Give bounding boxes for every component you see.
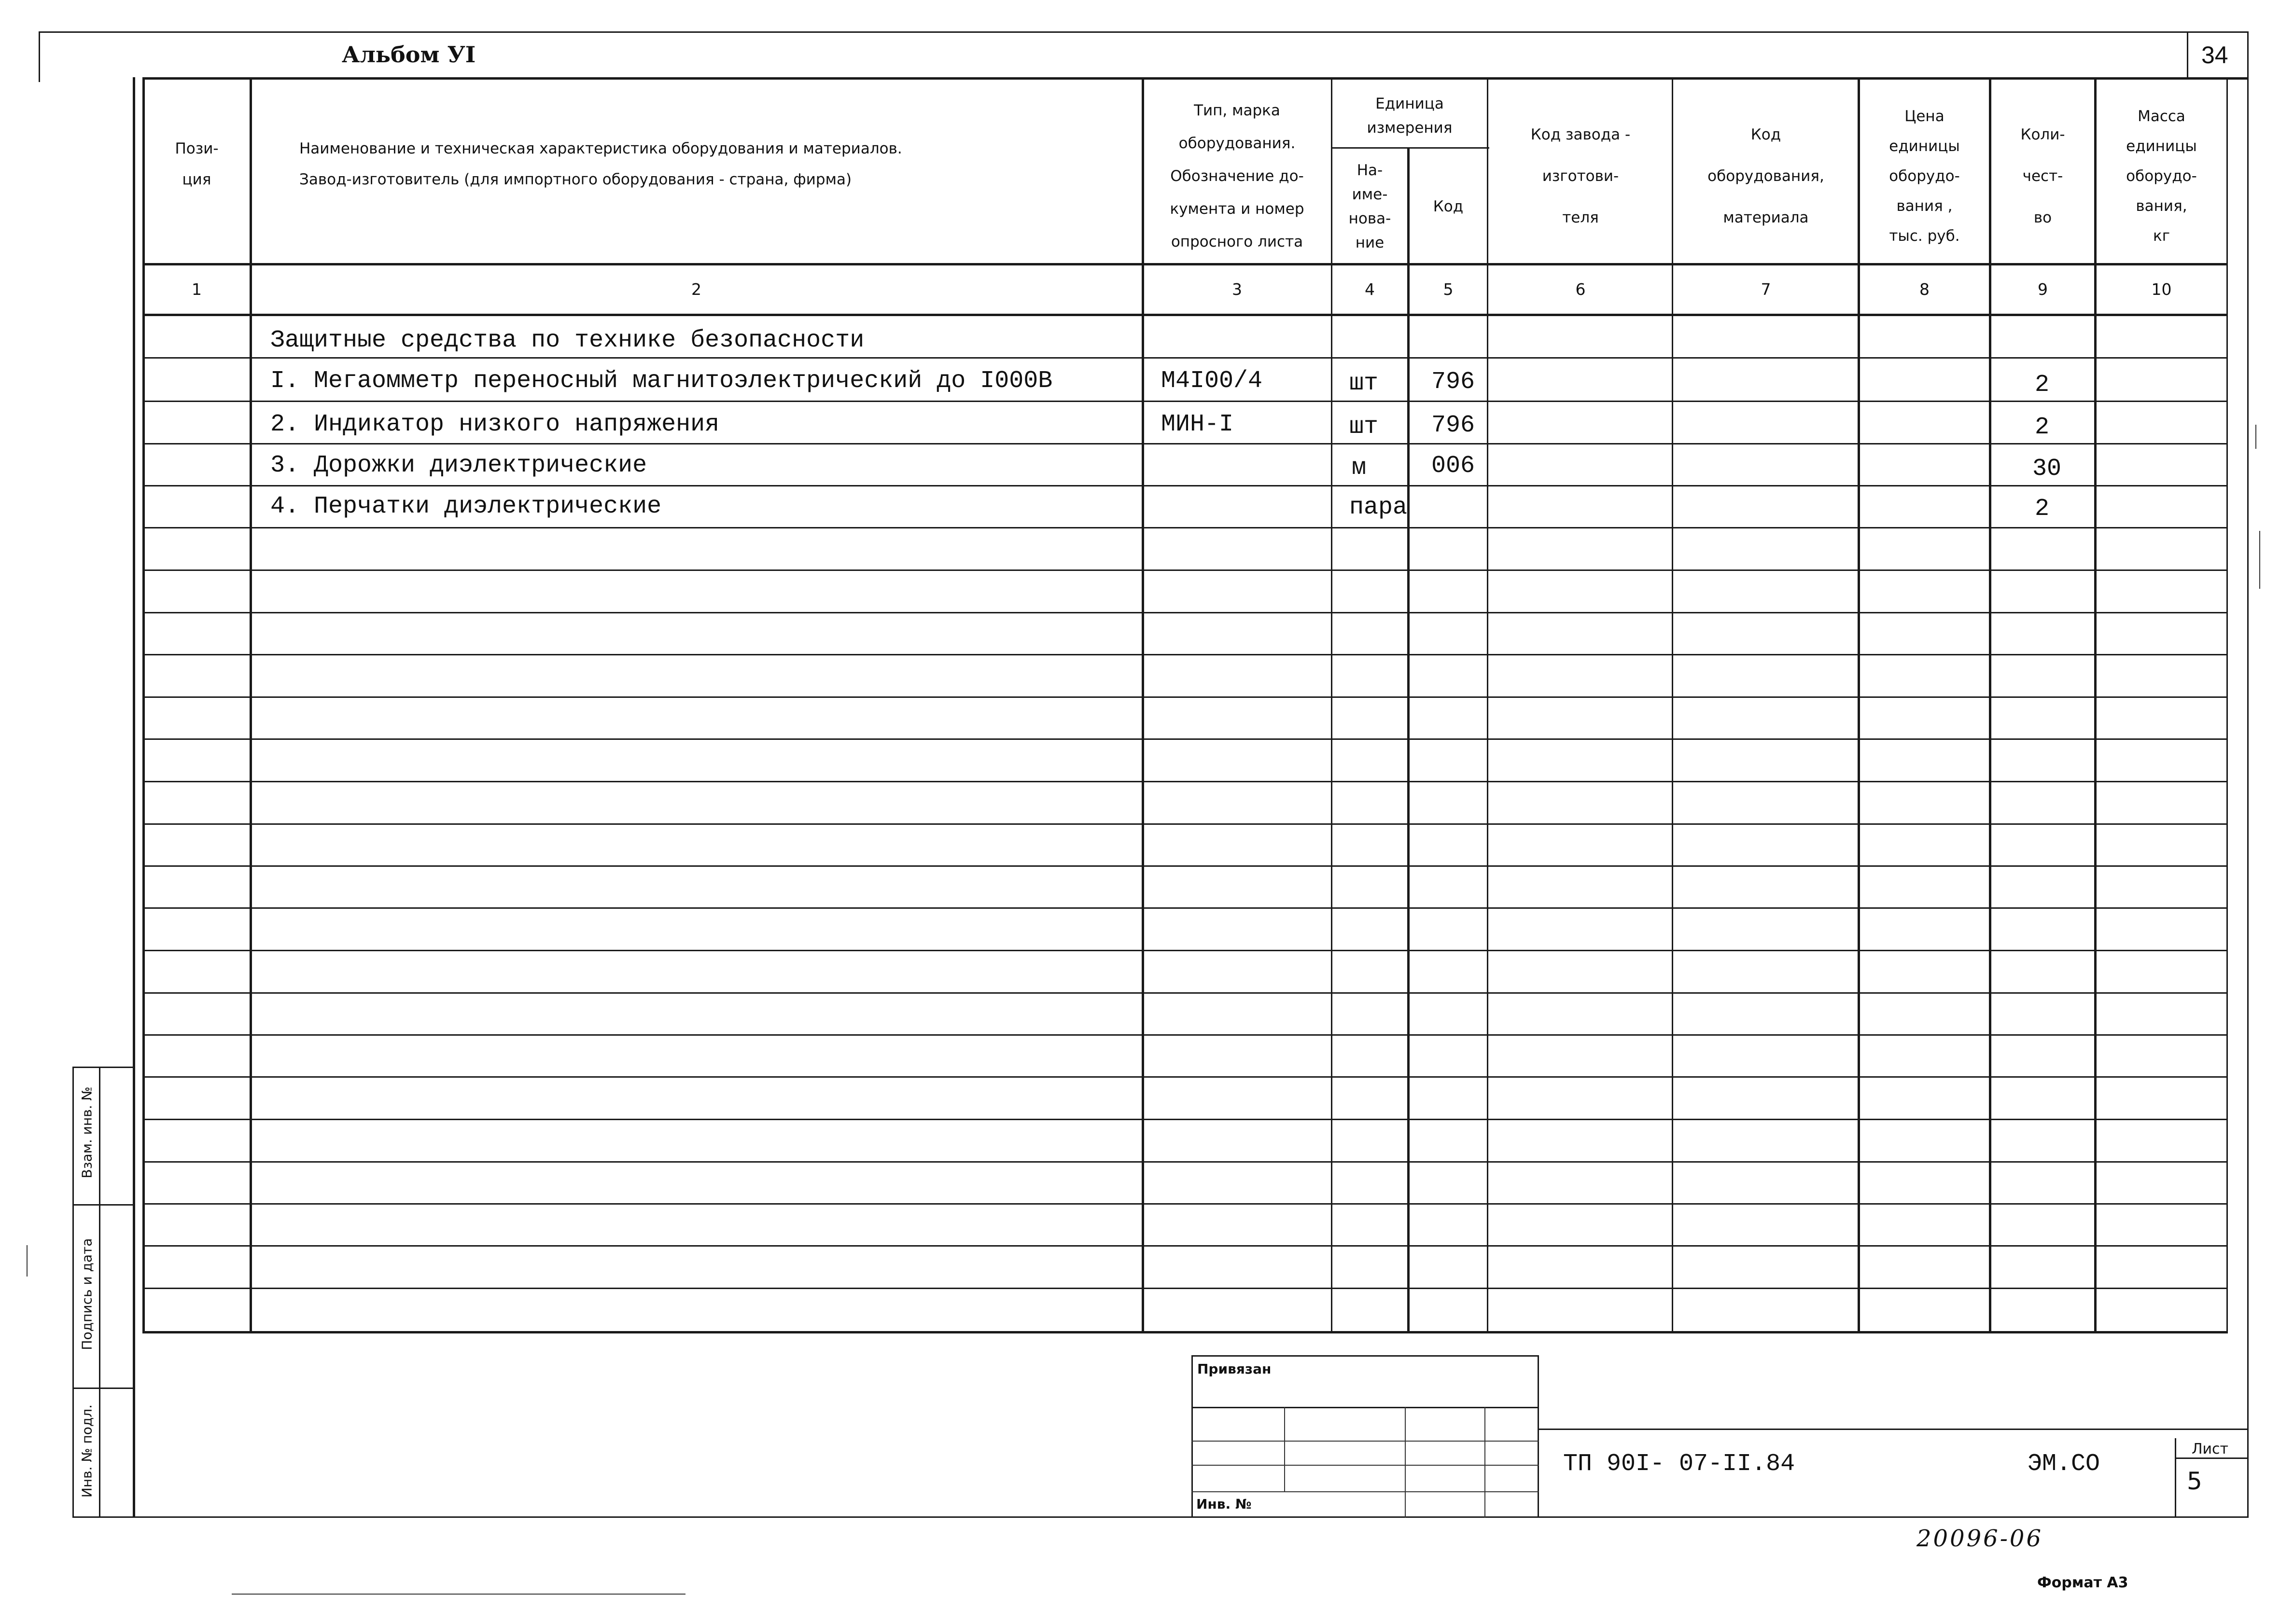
bottom-rule <box>232 1594 685 1595</box>
document-mark: ЭМ.СО <box>2028 1450 2100 1478</box>
row-type: М4I00/4 <box>1161 367 1263 395</box>
col-header-factory-code: Код завода - изготови- теля <box>1530 126 1631 226</box>
col-header-name: Наименование и техническая характеристика оборудования и материалов. Завод-изготовитель (для импортного оборудования - страна, фирма) <box>299 140 902 188</box>
page-number-divider <box>2187 31 2188 80</box>
col-number: 10 <box>2151 279 2172 299</box>
col-header-unit-code: Код <box>1433 197 1464 215</box>
col-number: 4 <box>1365 279 1375 299</box>
col-number: 8 <box>1919 279 1930 299</box>
row-unit: м <box>1352 454 1367 482</box>
col-header-position: Пози- ция <box>175 140 219 188</box>
row-quantity: 30 <box>2032 455 2062 483</box>
col-header-unit-group: Единица измерения <box>1367 95 1453 137</box>
margin-tick <box>2259 531 2260 589</box>
row-name: 2. Индикатор низкого напряжения <box>270 411 720 438</box>
row-unit: шт <box>1349 370 1379 397</box>
row-unit: пара <box>1349 494 1408 521</box>
page-number: 34 <box>2201 42 2228 69</box>
album-title: Альбом УI <box>342 42 476 68</box>
row-name: Защитные средства по технике безопасности <box>270 327 865 354</box>
sheet-label: Лист <box>2192 1441 2229 1457</box>
side-label-podpis: Подпись и дата <box>79 1238 95 1350</box>
row-unit: шт <box>1349 413 1379 441</box>
col-number: 1 <box>192 279 202 299</box>
col-header-price: Цена единицы оборудо- вания , тыс. руб. <box>1889 108 1960 245</box>
row-code: 796 <box>1431 368 1475 396</box>
margin-tick <box>2255 425 2256 449</box>
col-header-equipment-code: Код оборудования, материала <box>1707 126 1824 226</box>
row-quantity: 2 <box>2035 371 2050 399</box>
row-type: МИН-I <box>1161 411 1234 438</box>
col-header-type: Тип, марка оборудования. Обозначение до- кумента и номер опросного листа <box>1170 102 1304 250</box>
row-quantity: 2 <box>2035 495 2050 523</box>
row-code: 006 <box>1431 452 1475 480</box>
handwritten-number: 20096-06 <box>1916 1525 2043 1552</box>
row-name: 4. Перчатки диэлектрические <box>270 493 662 520</box>
side-label-vzam: Взам. инв. № <box>79 1086 95 1179</box>
document-code: ТП 90I- 07-II.84 <box>1563 1450 1795 1478</box>
margin-tick <box>27 1245 28 1277</box>
col-header-quantity: Коли- чест- во <box>2020 126 2065 226</box>
sheet-value: 5 <box>2187 1467 2202 1495</box>
col-number: 2 <box>691 279 701 299</box>
inv-no-label: Инв. № <box>1196 1496 1252 1512</box>
col-header-mass: Масса единицы оборудо- вания, кг <box>2126 108 2197 245</box>
row-name: I. Мегаомметр переносный магнитоэлектрический до I000В <box>270 367 1053 395</box>
row-name: 3. Дорожки диэлектрические <box>270 452 647 479</box>
col-number: 9 <box>2038 279 2048 299</box>
col-number: 5 <box>1443 279 1454 299</box>
format-label: Формат А3 <box>2037 1574 2128 1591</box>
row-quantity: 2 <box>2035 414 2050 441</box>
row-code: 796 <box>1431 412 1475 439</box>
col-header-unit-name: На- име- нова- ние <box>1348 161 1391 251</box>
privyazan-label: Привязан <box>1197 1361 1272 1377</box>
col-number: 6 <box>1575 279 1586 299</box>
col-number: 3 <box>1232 279 1242 299</box>
side-label-inv: Инв. № подл. <box>79 1404 95 1498</box>
col-number: 7 <box>1761 279 1771 299</box>
